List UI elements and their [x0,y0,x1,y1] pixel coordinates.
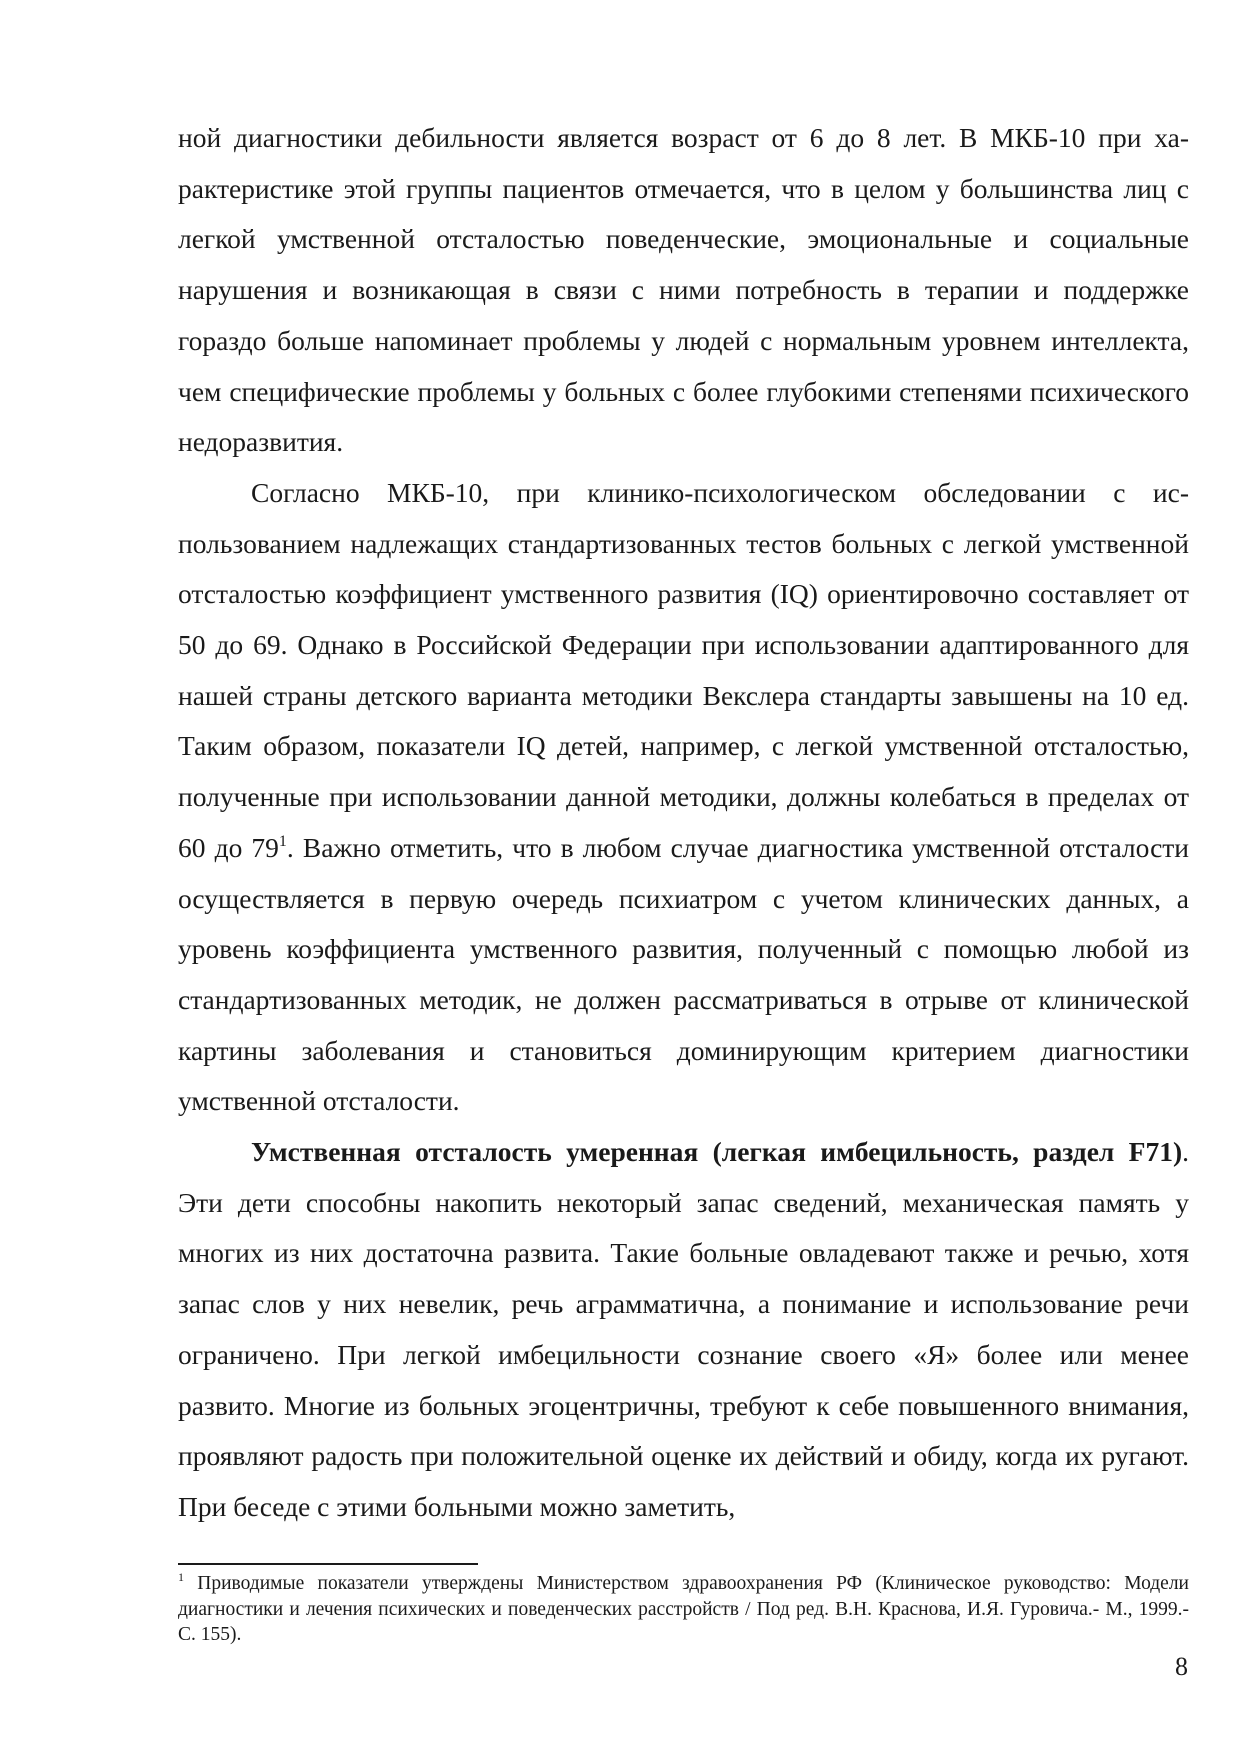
paragraph-1-text: ной диагностики дебильности является возраст от 6 до 8 лет. В МКБ-10 при характеристике этой группы пациентов отмечается, что в целом у большинства лиц с легкой умственной отсталостью поведенческие, эмоциональные и социальные нарушения и возникающая в связи с ними потребность в терапии и поддержке гораздо больше напоминает проблемы у людей с нормальным уровнем интеллекта, чем специфические проблемы у больных с более глубокими степенями психического недоразвития. [178,122,1189,458]
main-text [178,113,1189,1533]
paragraph-2-text-end: . Важно отметить, что в любом случае диагностика умственной отсталости осуществляется в первую очередь психиатром с учетом клинических данных, а уровень коэффициента умственного развития, полученный с помощью любой из стандартизованных методик, не должен рассматриваться в отрыве от клинической картины заболевания и становиться доминирующим критерием диагностики умственной отсталости. [178,831,1190,1117]
paragraph-1 [178,113,1189,468]
section-heading-f71: Умственная отсталость умеренная (легкая имбецильность, раздел F71) [251,1136,1183,1168]
paragraph-2-text-start: Согласно МКБ-10, при клинико-психологическом обследовании с использованием надлежащих стандартизованных тестов больных с легкой умственной отсталостью коэффициент умственного развития (IQ) ориентировочно составляет от 50 до 69. Однако в Российской Федерации при использовании адаптированного для нашей страны детского варианта методики Векслера стандарты завышены на 10 ед. Таким образом, показатели IQ детей, например, с легкой умственной отсталостью, полученные при использовании данной методики, должны колебаться в пределах от 60 до 79 [178,476,1189,863]
footnote-text: Приводимые показатели утверждены Министерством здравоохранения РФ (Клиническое руководство: Модели диагностики и лечения психических и поведенческих расстройств / Под ред. В.Н. Краснова, И.Я. Гуровича.- М., 1999.- С. 155). [178,1573,1189,1645]
footnote-separator [178,1563,478,1565]
footnote-reference[interactable]: 1 [278,832,287,850]
paragraph-2 [178,468,1189,1127]
paragraph-3 [178,1127,1189,1533]
page-number: 8 [1175,1652,1188,1681]
paragraph-3-text: . Эти дети способны накопить некоторый запас сведений, механическая память у многих из них достаточна развита. Такие больные овладевают также и речью, хотя запас слов у них невелик, речь аграмматична, а понимание и использование речи ограничено. При легкой имбецильности сознание своего «Я» более или менее развито. Многие из больных эгоцентричны, требуют к себе повышенного внимания, проявляют радость при положительной оценке их действий и обиду, когда их ругают. При беседе с этими больными можно заметить, [178,1136,1189,1522]
footnote [178,1571,1189,1648]
footnote-marker: 1 [178,1570,184,1584]
